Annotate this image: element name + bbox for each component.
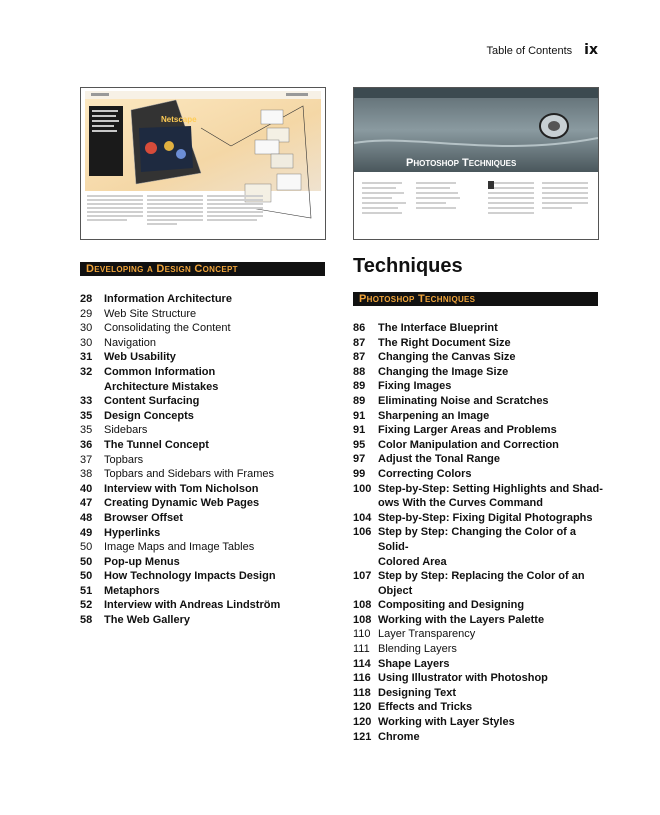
toc-page-number: 49 (80, 526, 93, 539)
toc-page-number: 106 (353, 526, 372, 539)
toc-entry (80, 467, 320, 482)
toc-entry (353, 642, 603, 657)
toc-entry-title: Common Information (104, 365, 216, 378)
toc-entry-title-continued: Architecture Mistakes (104, 380, 219, 393)
toc-page-number: 108 (353, 599, 372, 612)
toc-entry-title: Hyperlinks (104, 526, 161, 539)
toc-page-number: 95 (353, 438, 366, 451)
toc-entry (353, 730, 603, 745)
toc-entry-title: The Web Gallery (104, 614, 190, 627)
toc-entry-title: Topbars (104, 453, 144, 466)
toc-entry (353, 569, 603, 584)
toc-entry (80, 365, 320, 380)
toc-entry-title: Web Usability (104, 351, 176, 364)
toc-page-number: 30 (80, 322, 93, 335)
toc-page-number: 48 (80, 511, 93, 524)
toc-entry (353, 452, 603, 467)
toc-entry-title: Pop-up Menus (104, 555, 180, 568)
toc-page-number: 36 (80, 438, 93, 451)
toc-entry (353, 336, 603, 351)
toc-entry-title: Topbars and Sidebars with Frames (104, 468, 274, 481)
toc-page-number: 104 (353, 511, 372, 524)
spread-thumbnail-web-design (80, 87, 326, 240)
toc-page-number: 89 (353, 394, 366, 407)
toc-entry-title: Correcting Colors (378, 467, 472, 480)
section-title-bar: Photoshop Techniques (353, 292, 598, 306)
toc-entry (80, 350, 320, 365)
toc-list-right (353, 321, 603, 744)
toc-entry (80, 394, 320, 409)
toc-entry-title: Changing the Image Size (378, 365, 509, 378)
thumbnail-banner-text: Photoshop Techniques (406, 157, 517, 169)
toc-entry (353, 482, 603, 497)
toc-entry-title: Color Manipulation and Correction (378, 438, 559, 451)
toc-entry-title: Eliminating Noise and Scratches (378, 394, 549, 407)
spread-thumbnail-photoshop (353, 87, 599, 240)
toc-entry-title: Consolidating the Content (104, 322, 231, 335)
toc-entry (80, 584, 320, 599)
toc-list-left (80, 292, 320, 628)
toc-entry-title: Shape Layers (378, 657, 450, 670)
toc-page-number: 30 (80, 336, 93, 349)
toc-entry (80, 438, 320, 453)
toc-entry (353, 657, 603, 672)
toc-entry-title: Interview with Andreas Lindström (104, 599, 281, 612)
toc-page-number: 120 (353, 701, 372, 714)
toc-entry-title: The Interface Blueprint (378, 322, 498, 334)
toc-entry-title: Information Architecture (104, 293, 232, 305)
toc-entry (353, 686, 603, 701)
toc-entry (353, 467, 603, 482)
toc-page-number: 31 (80, 351, 93, 364)
toc-page-number: 35 (80, 409, 93, 422)
toc-entry (353, 700, 603, 715)
toc-page-number: 91 (353, 424, 366, 437)
toc-page-number: 32 (80, 365, 93, 378)
toc-entry-title: The Right Document Size (378, 336, 511, 349)
toc-entry-title: Using Illustrator with Photoshop (378, 672, 548, 685)
toc-page-number: 120 (353, 716, 372, 729)
toc-entry-title: Designing Text (378, 686, 457, 699)
toc-entry-title: Working with Layer Styles (378, 716, 515, 729)
toc-entry-title: Compositing and Designing (378, 599, 525, 612)
toc-entry-title: Design Concepts (104, 409, 194, 422)
toc-page-number: 121 (353, 730, 372, 743)
toc-entry-title: Interview with Tom Nicholson (104, 482, 259, 495)
toc-entry (353, 598, 603, 613)
toc-entry (353, 627, 603, 642)
toc-entry-title: Step-by-Step: Fixing Digital Photographs (378, 511, 593, 524)
toc-entry (80, 511, 320, 526)
toc-entry (80, 423, 320, 438)
toc-entry (353, 438, 603, 453)
toc-entry-title: How Technology Impacts Design (104, 570, 276, 583)
toc-page-number: 50 (80, 555, 93, 568)
toc-page-number: 29 (80, 307, 93, 320)
toc-page-number: 118 (353, 686, 371, 699)
toc-page-number: 87 (353, 336, 366, 349)
toc-page-number: 47 (80, 497, 93, 510)
toc-entry-title-continued: Colored Area (378, 555, 447, 568)
toc-entry-title: Step-by-Step: Setting Highlights and Shad- (378, 482, 603, 495)
toc-entry-title: Step by Step: Replacing the Color of an (378, 570, 585, 583)
toc-page-number: 40 (80, 482, 93, 495)
toc-page-number: 97 (353, 453, 366, 466)
toc-page-number: 111 (353, 643, 370, 656)
toc-entry (80, 482, 320, 497)
thumbnail-banner-text: Netscape (161, 115, 197, 124)
toc-page-number: 88 (353, 365, 366, 378)
toc-page-number: 99 (353, 467, 366, 480)
toc-entry (80, 336, 320, 351)
toc-entry-title: Metaphors (104, 584, 160, 597)
toc-entry-title: Blending Layers (378, 643, 457, 656)
toc-entry-title: Fixing Larger Areas and Problems (378, 424, 557, 437)
toc-page-number: 28 (80, 293, 93, 305)
toc-entry (80, 526, 320, 541)
spread-illustration (81, 88, 325, 239)
toc-entry-title: Changing the Canvas Size (378, 351, 516, 364)
toc-page-number: 52 (80, 599, 93, 612)
toc-entry (80, 307, 320, 322)
toc-entry (80, 409, 320, 424)
toc-entry (353, 613, 603, 628)
toc-entry (80, 292, 320, 307)
toc-entry (353, 715, 603, 730)
toc-entry (353, 379, 603, 394)
toc-page-number: 107 (353, 570, 372, 583)
part-heading: Techniques (353, 255, 463, 277)
toc-page-number: 114 (353, 657, 371, 670)
toc-page-number: 51 (80, 584, 93, 597)
toc-entry-title: Working with the Layers Palette (378, 613, 545, 626)
toc-entry (80, 569, 320, 584)
toc-page-number: 116 (353, 672, 371, 685)
toc-page-number: 35 (80, 424, 93, 437)
toc-entry (353, 350, 603, 365)
toc-entry-title: Effects and Tricks (378, 701, 473, 714)
toc-page-number: 50 (80, 570, 93, 583)
toc-page-number: 50 (80, 541, 93, 554)
spread-illustration (354, 88, 598, 239)
toc-entry (80, 598, 320, 613)
toc-page-number: 86 (353, 322, 366, 334)
toc-page-number: 89 (353, 380, 366, 393)
toc-entry-title: Navigation (104, 336, 156, 349)
toc-entry-title: Content Surfacing (104, 395, 200, 408)
toc-entry (353, 365, 603, 380)
toc-entry (80, 321, 320, 336)
toc-page-number: 87 (353, 351, 366, 364)
toc-entry-title: Browser Offset (104, 511, 183, 524)
toc-entry-title: Web Site Structure (104, 307, 197, 320)
section-title-bar: Developing a Design Concept (80, 262, 325, 276)
toc-page-number: 33 (80, 395, 93, 408)
toc-page-number: 91 (353, 409, 366, 422)
toc-entry-title: Creating Dynamic Web Pages (104, 497, 260, 510)
toc-entry (353, 511, 603, 526)
toc-entry-title-continued: Object (378, 584, 413, 597)
toc-entry (353, 525, 603, 554)
page-number: ix (584, 42, 598, 58)
toc-entry (353, 394, 603, 409)
toc-page-number: 108 (353, 613, 372, 626)
toc-entry (353, 423, 603, 438)
toc-entry (353, 409, 603, 424)
toc-page-number: 100 (353, 482, 372, 495)
toc-entry (80, 613, 320, 628)
toc-entry-title: Chrome (378, 730, 420, 743)
toc-entry (80, 453, 320, 468)
toc-page-number: 58 (80, 614, 93, 627)
toc-entry-title: Sharpening an Image (378, 409, 490, 422)
toc-entry (80, 496, 320, 511)
toc-entry-title: The Tunnel Concept (104, 438, 209, 451)
toc-entry-title-continued: ows With the Curves Command (378, 497, 543, 510)
toc-page-number: 38 (80, 468, 93, 481)
toc-entry (353, 671, 603, 686)
header-title: Table of Contents (486, 45, 573, 57)
toc-entry (353, 321, 603, 336)
toc-entry-title: Sidebars (104, 424, 148, 437)
toc-entry-title: Layer Transparency (378, 628, 476, 641)
running-header (487, 42, 598, 58)
toc-entry (80, 555, 320, 570)
toc-entry (80, 540, 320, 555)
toc-page-number: 110 (353, 628, 371, 641)
toc-entry-title: Adjust the Tonal Range (378, 453, 501, 466)
toc-entry-title: Step by Step: Changing the Color of a Solid- (378, 526, 576, 553)
toc-entry-title: Fixing Images (378, 380, 452, 393)
toc-page-number: 37 (80, 453, 93, 466)
toc-entry-title: Image Maps and Image Tables (104, 541, 255, 554)
